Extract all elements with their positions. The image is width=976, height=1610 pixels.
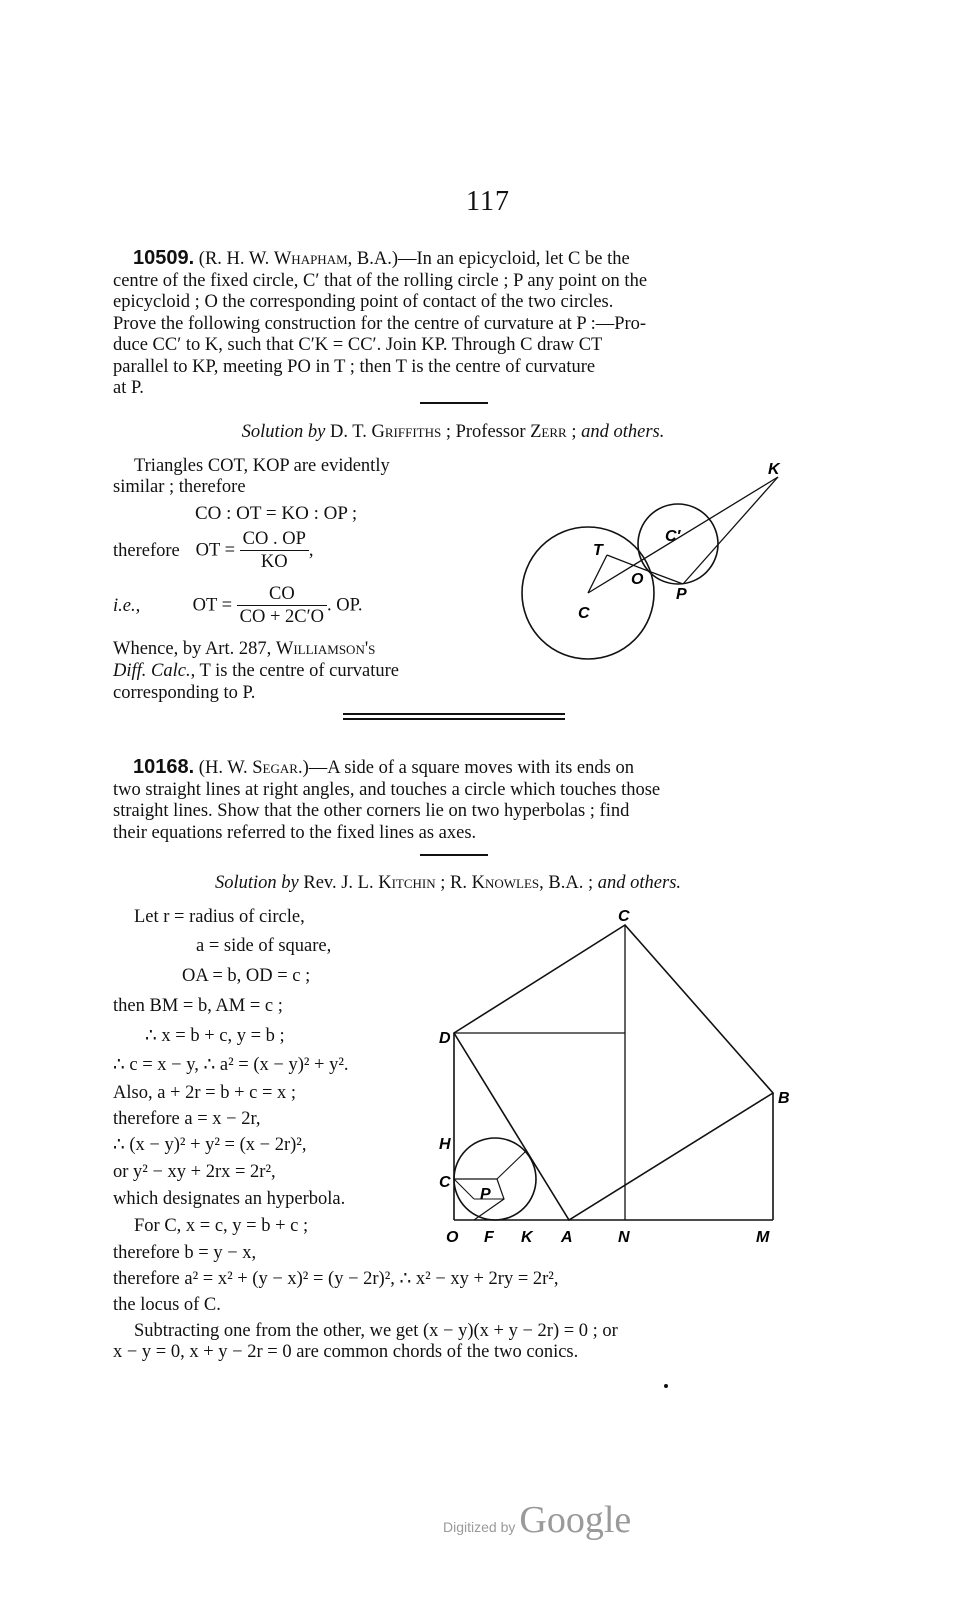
line-kp bbox=[683, 477, 778, 584]
equation: For C, x = c, y = b + c ; bbox=[134, 1216, 309, 1236]
label-p: P bbox=[480, 1186, 491, 1203]
epicycloid-figure bbox=[500, 450, 820, 690]
solution-1-line bbox=[113, 638, 375, 660]
equation-lead: i.e., bbox=[113, 595, 141, 616]
equation: Let r = radius of circle, bbox=[134, 907, 305, 927]
credit-name: Knowles bbox=[471, 873, 540, 893]
equation: ∴ c = x − y, ∴ a² = (x − y)² + y². bbox=[113, 1055, 349, 1075]
equation bbox=[113, 528, 314, 573]
credit-name: Kitchin bbox=[378, 873, 436, 893]
credit-text: Rev. J. L. bbox=[303, 873, 379, 893]
label-c-left: C bbox=[439, 1174, 451, 1191]
credit-text: ; bbox=[566, 422, 582, 442]
solution-1-line: similar ; therefore bbox=[113, 477, 246, 497]
credit-text: D. T. bbox=[330, 422, 372, 442]
label-o: O bbox=[631, 571, 644, 588]
problem-line: parallel to KP, meeting PO in T ; then T is the centre of curvature bbox=[113, 356, 596, 377]
equation: therefore a² = x² + (y − x)² = (y − 2r)², ∴ x² − xy + 2ry = 2r², bbox=[113, 1269, 559, 1289]
equation: which designates an hyperbola. bbox=[113, 1189, 346, 1209]
credit-text: , B.A. ; bbox=[539, 873, 598, 893]
label-c: C bbox=[578, 605, 590, 622]
equation: then BM = b, AM = c ; bbox=[113, 996, 283, 1016]
label-c-top: C bbox=[618, 908, 630, 925]
equation: or y² − xy + 2rx = 2r², bbox=[113, 1162, 276, 1182]
problem-10509-header bbox=[113, 248, 795, 271]
equation-tail: . OP. bbox=[327, 595, 363, 616]
equation-lhs: OT = bbox=[195, 540, 236, 561]
label-t: T bbox=[593, 542, 603, 559]
credit-name: Griffiths bbox=[371, 422, 442, 442]
problem-number: 10168. bbox=[133, 756, 195, 778]
problem-line: straight lines. Show that the other corners lie on two hyperbolas ; find bbox=[113, 801, 630, 821]
author-name: Segar bbox=[252, 758, 298, 778]
equation: CO : OT = KO : OP ; bbox=[195, 503, 358, 524]
watermark-small-text: Digitized by bbox=[443, 1519, 516, 1535]
divider bbox=[420, 854, 488, 856]
label-c-prime: C′ bbox=[665, 528, 681, 545]
fraction: $\frac{CO}{CO + 2C'O}$ bbox=[237, 583, 327, 628]
inner-line bbox=[497, 1151, 526, 1179]
equation: therefore a = x − 2r, bbox=[113, 1109, 261, 1129]
problem-line: duce CC′ to K, such that C′K = CC′. Join KP. Through C draw CT bbox=[113, 335, 603, 355]
problem-10509 bbox=[113, 248, 795, 400]
equation: the locus of C. bbox=[113, 1295, 221, 1315]
solution-1-line bbox=[113, 660, 399, 682]
label-o: O bbox=[446, 1229, 459, 1246]
double-divider-bottom bbox=[343, 718, 565, 720]
credit-suffix: and others. bbox=[581, 422, 665, 442]
problem-10168 bbox=[113, 757, 797, 844]
equation: OA = b, OD = c ; bbox=[182, 966, 311, 986]
page-number: 117 bbox=[466, 186, 510, 217]
equation-lhs: OT = bbox=[192, 595, 233, 616]
label-d: D bbox=[439, 1030, 451, 1047]
author-name: Williamson's bbox=[275, 639, 376, 659]
solution-credit-1 bbox=[0, 422, 906, 443]
label-b: B bbox=[778, 1090, 790, 1107]
header-text: (H. W. bbox=[198, 758, 253, 778]
credit-text: ; Professor bbox=[441, 422, 531, 442]
solution-prefix: Solution by bbox=[241, 422, 326, 442]
line-ck bbox=[588, 477, 778, 593]
label-n: N bbox=[618, 1229, 630, 1246]
moving-square bbox=[454, 925, 773, 1220]
watermark-logo-text: Google bbox=[519, 1499, 632, 1541]
equation: ∴ (x − y)² + y² = (x − 2r)², bbox=[113, 1135, 307, 1155]
square-hyperbola-figure bbox=[430, 905, 800, 1250]
header-text-tail: , B.A.)—In an epicycloid, let C be the bbox=[347, 249, 630, 269]
label-f: F bbox=[484, 1229, 494, 1246]
label-a: A bbox=[561, 1229, 573, 1246]
text: Whence, by Art. 287, bbox=[113, 639, 276, 659]
equation: Subtracting one from the other, we get (x − y)(x + y − 2r) = 0 ; or bbox=[134, 1321, 618, 1341]
solution-credit-2 bbox=[0, 873, 896, 894]
problem-line: their equations referred to the fixed lines as axes. bbox=[113, 822, 477, 843]
problem-line: centre of the fixed circle, C′ that of the rolling circle ; P any point on the bbox=[113, 270, 648, 291]
equation: a = side of square, bbox=[196, 936, 332, 956]
header-text-tail: .)—A side of a square moves with its ends on bbox=[297, 758, 634, 778]
problem-line: epicycloid ; O the corresponding point of contact of the two circles. bbox=[113, 292, 614, 312]
label-k: K bbox=[768, 461, 780, 478]
author-name: Whapham bbox=[273, 249, 348, 269]
credit-name: Zerr bbox=[530, 422, 567, 442]
equation-lead: therefore bbox=[113, 540, 180, 561]
fraction: $\frac{CO . OP}{KO}$ bbox=[240, 528, 309, 573]
label-k: K bbox=[521, 1229, 533, 1246]
problem-10168-header bbox=[113, 757, 797, 780]
solution-1-line: corresponding to P. bbox=[113, 683, 256, 703]
solution-prefix: Solution by bbox=[214, 873, 299, 893]
equation bbox=[113, 583, 363, 628]
speck bbox=[664, 1384, 668, 1388]
equation-tail: , bbox=[308, 540, 314, 561]
label-m: M bbox=[756, 1229, 770, 1246]
label-p: P bbox=[676, 586, 687, 603]
label-h: H bbox=[439, 1136, 451, 1153]
problem-line: at P. bbox=[113, 378, 144, 398]
credit-suffix: and others. bbox=[597, 873, 682, 893]
header-text: (R. H. W. bbox=[198, 249, 274, 269]
problem-number: 10509. bbox=[133, 247, 195, 269]
equation: x − y = 0, x + y − 2r = 0 are common chords of the two conics. bbox=[113, 1342, 579, 1362]
solution-1-line: Triangles COT, KOP are evidently bbox=[134, 456, 390, 476]
credit-text: ; R. bbox=[435, 873, 472, 893]
text: , T is the centre of curvature bbox=[190, 661, 399, 681]
equation: Also, a + 2r = b + c = x ; bbox=[113, 1083, 297, 1103]
double-divider-top bbox=[343, 713, 565, 715]
book-title: Diff. Calc. bbox=[113, 661, 191, 681]
problem-line: two straight lines at right angles, and touches a circle which touches those bbox=[113, 779, 661, 800]
equation: ∴ x = b + c, y = b ; bbox=[145, 1026, 285, 1046]
equation: therefore b = y − x, bbox=[113, 1243, 257, 1263]
problem-line: Prove the following construction for the centre of curvature at P :—Pro- bbox=[113, 313, 647, 334]
google-watermark bbox=[443, 1498, 631, 1542]
divider bbox=[420, 402, 488, 404]
